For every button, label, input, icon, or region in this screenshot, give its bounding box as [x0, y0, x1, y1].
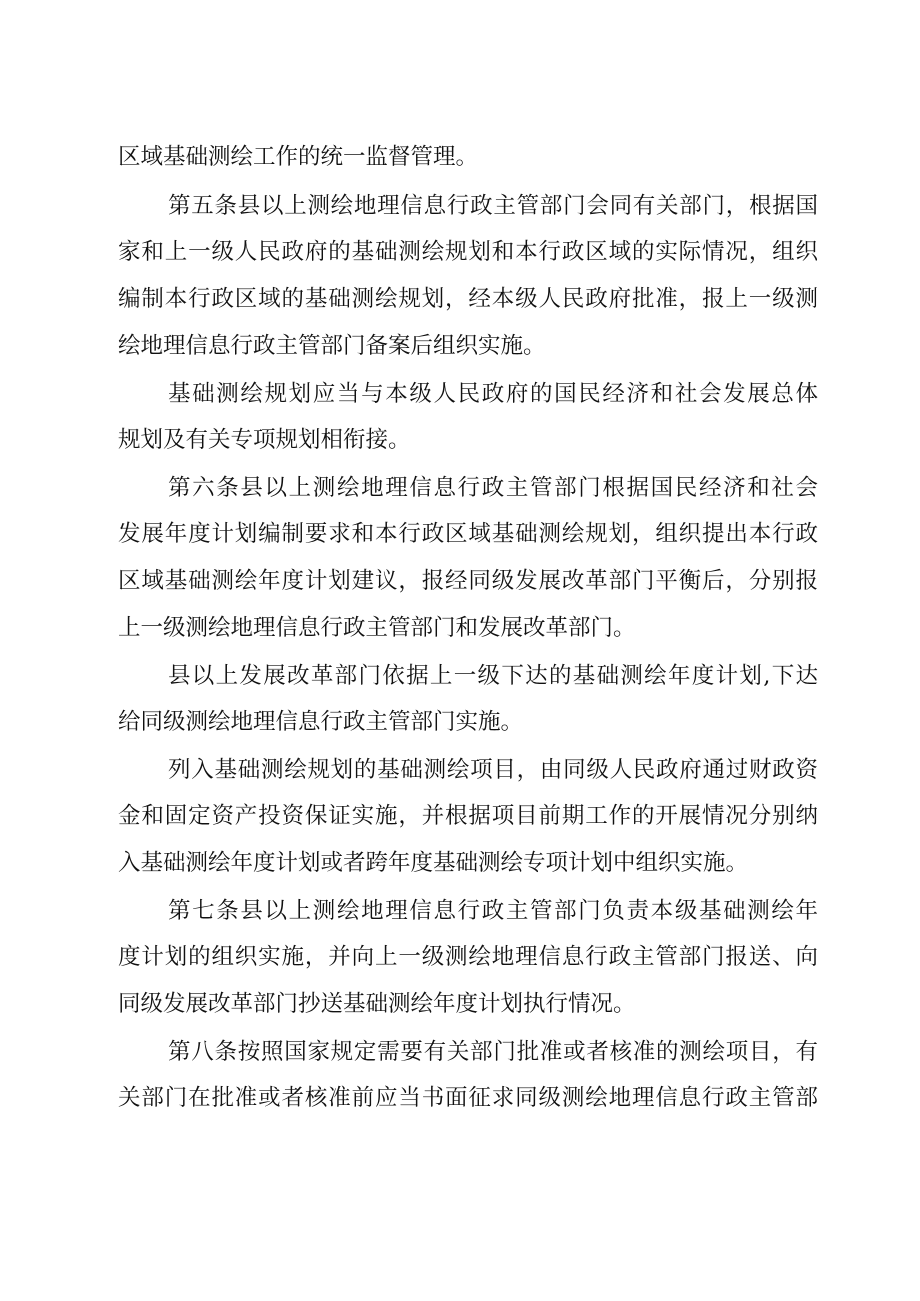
text-line: 给同级测绘地理信息行政主管部门实施。 — [118, 709, 524, 735]
text-line: 关部门在批准或者核准前应当书面征求同级测绘地理信息行政主管部 — [118, 1085, 818, 1111]
text-line: 金和固定资产投资保证实施，并根据项目前期工作的开展情况分别纳 — [118, 803, 818, 829]
paragraph-first-line: 第七条县以上测绘地理信息行政主管部门负责本级基础测绘年 — [168, 898, 818, 924]
text-line: 入基础测绘年度计划或者跨年度基础测绘专项计划中组织实施。 — [118, 850, 749, 876]
paragraph-first-line: 列入基础测绘规划的基础测绘项目，由同级人民政府通过财政资 — [168, 757, 818, 783]
text-line: 度计划的组织实施，并向上一级测绘地理信息行政主管部门报送、向 — [118, 944, 818, 970]
text-line: 发展年度计划编制要求和本行政区域基础测绘规划，组织提出本行政 — [118, 521, 818, 547]
text-line: 同级发展改革部门抄送基础测绘年度计划执行情况。 — [118, 991, 636, 1017]
text-line: 家和上一级人民政府的基础测绘规划和本行政区域的实际情况，组织 — [118, 239, 818, 265]
text-line: 编制本行政区域的基础测绘规划，经本级人民政府批准，报上一级测 — [118, 286, 818, 312]
paragraph-first-line: 第八条按照国家规定需要有关部门批准或者核准的测绘项目，有 — [168, 1039, 818, 1065]
paragraph-first-line: 第五条县以上测绘地理信息行政主管部门会同有关部门，根据国 — [168, 193, 818, 219]
paragraph-first-line: 第六条县以上测绘地理信息行政主管部门根据国民经济和社会 — [168, 475, 818, 501]
text-line: 区域基础测绘年度计划建议，报经同级发展改革部门平衡后，分别报 — [118, 568, 818, 594]
paragraph-first-line: 县以上发展改革部门依据上一级下达的基础测绘年度计划,下达 — [168, 663, 818, 689]
text-line: 区域基础测绘工作的统一监督管理。 — [118, 144, 479, 170]
text-line: 上一级测绘地理信息行政主管部门和发展改革部门。 — [118, 615, 636, 641]
text-line: 规划及有关专项规划相衔接。 — [118, 427, 411, 453]
text-line: 绘地理信息行政主管部门备案后组织实施。 — [118, 333, 546, 359]
paragraph-first-line: 基础测绘规划应当与本级人民政府的国民经济和社会发展总体 — [168, 381, 818, 407]
